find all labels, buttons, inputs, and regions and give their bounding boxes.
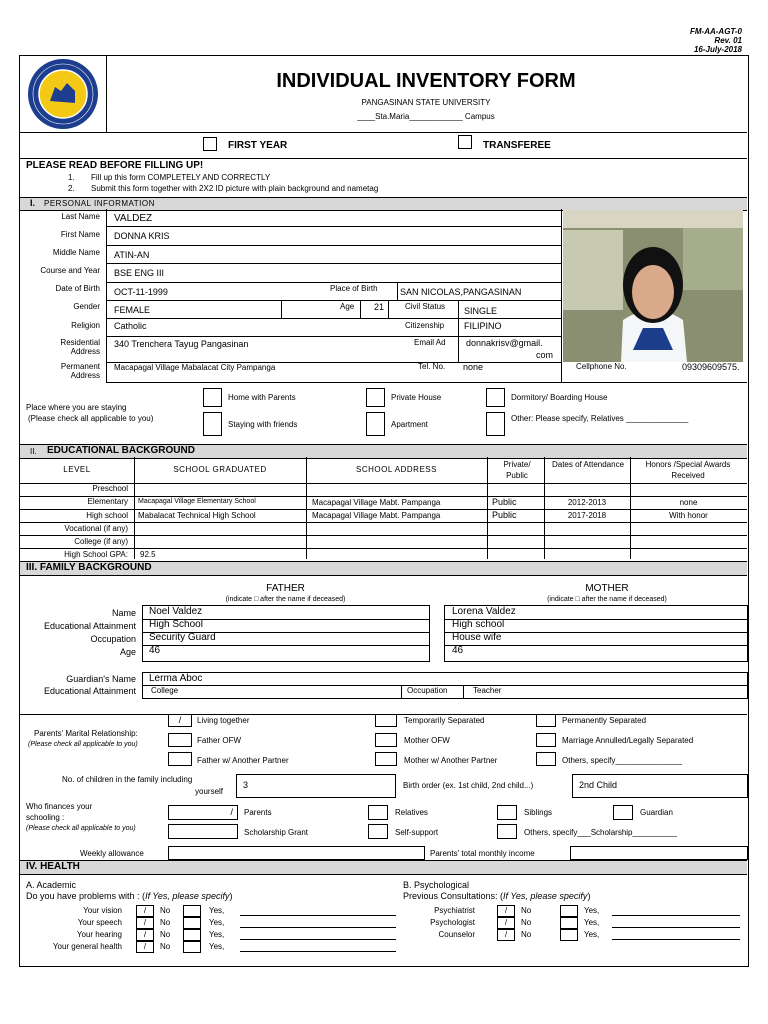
parents-check-mark: / (230, 807, 233, 817)
form-code-block (690, 27, 742, 54)
academic-no-label: No (160, 918, 171, 927)
academic-no-checkbox[interactable]: / (136, 929, 154, 941)
section-num: I. (30, 198, 36, 208)
edu-dates[interactable]: 2012-2013 (567, 498, 607, 507)
siblings-label: Siblings (524, 808, 553, 817)
mpartner-checkbox[interactable] (375, 752, 397, 766)
psych-item-label: Psychologist (430, 918, 475, 927)
academic-yes-checkbox[interactable] (183, 941, 201, 953)
relatives-checkbox[interactable] (368, 805, 388, 820)
section-title: EDUCATIONAL BACKGROUND (47, 445, 195, 456)
grid-vline (561, 209, 562, 382)
mofw-label: Mother OFW (404, 736, 450, 745)
grid-vline (281, 300, 282, 318)
value-religion[interactable]: Catholic (114, 321, 147, 331)
grid-vline (397, 282, 398, 300)
label-citizenship: Citizenship (405, 321, 445, 330)
staying-sublabel: (Please check all applicable to you) (28, 414, 154, 423)
grid-line (20, 509, 747, 510)
label-religion: Religion (71, 321, 100, 330)
value-dob[interactable]: OCT-11-1999 (114, 287, 168, 297)
children-label-2: yourself (195, 787, 224, 796)
psych-no-checkbox[interactable]: / (497, 905, 515, 917)
grid-vline (388, 300, 389, 318)
psych-no-label: No (521, 906, 532, 915)
fofw-checkbox[interactable] (168, 733, 192, 747)
psych-no-label: No (521, 930, 532, 939)
label-age: Age (340, 302, 355, 311)
edu-honors[interactable]: none (679, 498, 698, 507)
academic-specify-line[interactable] (240, 939, 396, 940)
fofw-label: Father OFW (197, 736, 242, 745)
grid-line (20, 535, 747, 536)
mofw-checkbox[interactable] (375, 733, 397, 747)
academic-specify-line[interactable] (240, 927, 396, 928)
temp-checkbox[interactable] (375, 714, 397, 727)
finances-sublabel: (Please check all applicable to you) (26, 825, 136, 832)
transferee-checkbox[interactable] (458, 135, 472, 149)
edu-level: Elementary (87, 497, 128, 506)
psych-specify-line[interactable] (612, 915, 740, 916)
psych-yes-label: Yes, (584, 906, 600, 915)
label-dob: Date of Birth (55, 284, 100, 293)
psych-specify-line[interactable] (612, 927, 740, 928)
id-photo-image (563, 210, 743, 362)
first-year-label: FIRST YEAR (228, 140, 288, 151)
edu-dates[interactable]: 2017-2018 (567, 511, 607, 520)
edu-level: College (if any) (74, 537, 128, 546)
label-email: Email Ad (414, 338, 446, 347)
instruction-num-2: 2. (68, 184, 75, 193)
psych-yes-checkbox[interactable] (560, 929, 578, 941)
marital-sublabel: (Please check all applicable to you) (28, 741, 138, 748)
grid-line (445, 645, 747, 646)
edu-address[interactable]: Macapagal Village Mabt. Pampanga (312, 511, 441, 520)
grid-line (20, 548, 747, 549)
fpartner-checkbox[interactable] (168, 752, 192, 766)
label-edu: Educational Attainment (43, 621, 136, 631)
psych-item-label: Counselor (438, 930, 475, 939)
grid-line (143, 645, 429, 646)
academic-no-checkbox[interactable]: / (136, 941, 154, 953)
annulled-checkbox[interactable] (536, 733, 556, 747)
academic-yes-label: Yes, (209, 918, 225, 927)
edu-col-dates (544, 457, 631, 559)
friends-checkbox[interactable] (203, 412, 222, 436)
value-course[interactable]: BSE ENG III (114, 268, 165, 278)
private-checkbox[interactable] (366, 388, 385, 407)
academic-no-label: No (160, 906, 171, 915)
mother-heading: MOTHER (585, 583, 629, 594)
psych-item-label: Psychiatrist (434, 906, 475, 915)
grid-vline (458, 300, 459, 362)
finances-label: Who finances your (26, 802, 93, 811)
psych-yes-label: Yes, (584, 930, 600, 939)
academic-q-pre: Do you have problems with : ( (26, 891, 146, 901)
relatives-label: Relatives (395, 808, 428, 817)
father-name[interactable]: Noel Valdez (149, 606, 203, 617)
label-course: Course and Year (40, 266, 100, 275)
mother-edu[interactable]: High school (452, 619, 505, 630)
academic-yes-label: Yes, (209, 930, 225, 939)
label-tel: Tel. No. (418, 362, 446, 371)
psych-no-checkbox[interactable]: / (497, 929, 515, 941)
transferee-label: TRANSFEREE (483, 140, 551, 151)
mother-age[interactable]: 46 (452, 645, 464, 656)
academic-no-checkbox[interactable]: / (136, 905, 154, 917)
guardian-edu-label: Educational Attainment (43, 686, 136, 696)
grid-line (106, 382, 747, 383)
annulled-label: Marriage Annulled/Legally Separated (562, 736, 694, 745)
section-family-header (20, 561, 747, 576)
university-seal-icon (23, 57, 103, 131)
edu-head-honors: Honors /Special Awards Received (645, 460, 731, 480)
instruction-1: Fill up this form COMPLETELY AND CORRECTLY (91, 173, 271, 182)
academic-item-label: Your hearing (76, 930, 122, 939)
academic-yes-label: Yes, (209, 906, 225, 915)
mpartner-label: Mother w/ Another Partner (404, 756, 498, 765)
value-citizenship[interactable]: FILIPINO (464, 321, 502, 331)
psych-heading: B. Psychological (403, 880, 470, 890)
others-fin-checkbox[interactable] (497, 824, 517, 839)
father-age[interactable]: 46 (149, 645, 161, 656)
father-occ[interactable]: Security Guard (149, 632, 216, 643)
academic-item-label: Your speech (77, 918, 122, 927)
children-label: No. of children in the family including (62, 775, 193, 784)
academic-question (26, 891, 232, 901)
university-name: PANGASINAN STATE UNIVERSITY (361, 98, 491, 107)
private-label: Private House (391, 393, 442, 402)
edu-level: High school (86, 511, 128, 520)
father-heading: FATHER (266, 583, 305, 594)
value-tel[interactable]: none (463, 362, 484, 372)
friends-label: Staying with friends (228, 420, 298, 429)
edu-head-dates: Dates of Attendance (551, 460, 625, 469)
staying-label: Place where you are staying (26, 403, 127, 412)
label-name: Name (111, 608, 136, 618)
grid-line (106, 300, 561, 301)
edu-type[interactable]: Public (492, 510, 517, 520)
label-pob: Place of Birth (330, 284, 378, 293)
income-field[interactable] (570, 846, 748, 860)
education-table (20, 457, 747, 560)
label-first-name: First Name (60, 230, 100, 239)
guardian-name[interactable]: Lerma Aboc (149, 673, 203, 684)
academic-no-checkbox[interactable]: / (136, 917, 154, 929)
grid-vline (401, 685, 402, 698)
label-middle-name: Middle Name (52, 248, 100, 257)
value-middle-name[interactable]: ATIN-AN (114, 250, 150, 260)
guardian-fin-label: Guardian (640, 808, 673, 817)
scholarship-label: Scholarship Grant (244, 828, 309, 837)
value-email-1[interactable]: donnakrisv@gmail. (466, 338, 543, 348)
father-box (142, 605, 430, 662)
grid-vline (106, 209, 107, 382)
mother-occ[interactable]: House wife (452, 632, 502, 643)
children-box[interactable] (236, 774, 396, 798)
value-gender[interactable]: FEMALE (114, 305, 151, 315)
grid-line (20, 522, 747, 523)
birth-order-box[interactable] (572, 774, 748, 798)
academic-yes-checkbox[interactable] (183, 917, 201, 929)
edu-level: Preschool (92, 484, 128, 493)
instructions-title: PLEASE READ BEFORE FILLING UP! (26, 160, 204, 171)
birth-order-label: Birth order (ex. 1st child, 2nd child...) (403, 781, 534, 790)
label-cell: Cellphone No. (576, 362, 627, 371)
finances-label-2: schooling : (26, 813, 65, 822)
grid-line (106, 318, 561, 319)
mother-name[interactable]: Lorena Valdez (452, 606, 516, 617)
father-note: (indicate □ after the name if deceased) (225, 596, 346, 603)
academic-specify-line[interactable] (240, 951, 396, 952)
allowance-field[interactable] (168, 846, 425, 860)
guardian-occ[interactable]: Teacher (473, 686, 502, 695)
form-rev: Rev. 01 (714, 36, 742, 45)
psych-q-it: If Yes, please specify (503, 891, 588, 901)
home-checkbox[interactable] (203, 388, 222, 407)
edu-address[interactable]: Macapagal Village Mabt. Pampanga (312, 498, 441, 507)
id-photo (563, 210, 743, 362)
temp-label: Temporarily Separated (404, 716, 485, 725)
other-label: Other: Please specify, Relatives ______________ (511, 414, 689, 423)
form-title: INDIVIDUAL INVENTORY FORM (276, 70, 576, 92)
edu-head-type: Private/ Public (503, 460, 531, 480)
grid-vline (360, 300, 361, 318)
value-pob[interactable]: SAN NICOLAS,PANGASINAN (400, 287, 522, 297)
psych-yes-label: Yes, (584, 918, 600, 927)
grid-line (106, 226, 561, 227)
apartment-checkbox[interactable] (366, 412, 385, 436)
value-first-name[interactable]: DONNA KRIS (114, 231, 170, 241)
other-checkbox[interactable] (486, 412, 505, 436)
guardian-occ-label: Occupation (407, 686, 448, 695)
academic-item-label: Your vision (83, 906, 122, 915)
academic-specify-line[interactable] (240, 915, 396, 916)
first-year-checkbox[interactable] (203, 137, 217, 151)
edu-school[interactable]: Macapagal Village Elementary School (138, 498, 256, 505)
academic-q-it: If Yes, please specify (145, 891, 230, 901)
edu-head-level: LEVEL (63, 465, 91, 474)
others-checkbox[interactable] (536, 752, 556, 766)
income-label: Parents' total monthly income (430, 849, 535, 858)
mother-box (444, 605, 748, 662)
grid-line (106, 245, 561, 246)
label-residential: Residential Address (60, 338, 100, 356)
label-civil: Civil Status (405, 302, 446, 311)
section-personal-header (20, 197, 747, 211)
value-age[interactable]: 21 (374, 302, 385, 312)
living-label: Living together (197, 716, 250, 725)
perm-label: Permanently Separated (562, 716, 647, 725)
psych-no-label: No (521, 918, 532, 927)
academic-no-label: No (160, 942, 171, 951)
fpartner-label: Father w/ Another Partner (197, 756, 289, 765)
scholarship-checkbox[interactable] (168, 824, 238, 839)
guardian-edu[interactable]: College (151, 686, 179, 695)
academic-yes-checkbox[interactable] (183, 929, 201, 941)
dorm-checkbox[interactable] (486, 388, 505, 407)
section-health-header (20, 860, 747, 875)
label-occ: Occupation (90, 634, 136, 644)
psych-question (403, 891, 590, 901)
others-fin-label: Others, specify___Scholarship__________ (524, 828, 677, 837)
home-label: Home with Parents (228, 393, 296, 402)
grid-line (106, 336, 561, 337)
academic-yes-checkbox[interactable] (183, 905, 201, 917)
logo-box (20, 56, 107, 133)
instruction-2: Submit this form together with 2X2 ID picture with plain background and nametag (91, 184, 379, 193)
academic-item-label: Your general health (52, 942, 122, 951)
psych-yes-checkbox[interactable] (560, 905, 578, 917)
form-date: 16-July-2018 (693, 45, 742, 54)
section-title: III. FAMILY BACKGROUND (26, 562, 152, 573)
label-age: Age (119, 647, 136, 657)
guardian-fin-checkbox[interactable] (613, 805, 633, 820)
psych-q-post: ) (587, 891, 591, 901)
academic-no-label: No (160, 930, 171, 939)
value-civil[interactable]: SINGLE (464, 306, 498, 316)
edu-head-school: SCHOOL GRADUATED (173, 465, 267, 474)
others-label: Others, specify_______________ (562, 756, 683, 765)
dorm-label: Dormitory/ Boarding House (511, 393, 608, 402)
academic-heading: A. Academic (26, 880, 77, 890)
academic-q-post: ) (229, 891, 233, 901)
birth-order-value[interactable]: 2nd Child (579, 780, 618, 790)
value-permanent[interactable]: Macapagal Village Mabalacat City Pampanga (114, 363, 276, 372)
grid-line (106, 282, 561, 283)
section-title: IV. HEALTH (26, 861, 80, 872)
allowance-label: Weekly allowance (80, 849, 144, 858)
edu-honors[interactable]: With honor (669, 511, 708, 520)
marital-label: Parents' Marital Relationship: (34, 729, 138, 738)
guardian-box (142, 672, 748, 699)
psych-yes-checkbox[interactable] (560, 917, 578, 929)
psych-q-pre: Previous Consultations: ( (403, 891, 504, 901)
father-edu[interactable]: High School (149, 619, 203, 630)
perm-checkbox[interactable] (536, 714, 556, 727)
grid-line (106, 263, 561, 264)
instruction-num-1: 1. (68, 173, 75, 182)
living-checkbox[interactable]: / (168, 714, 192, 727)
edu-level: Vocational (if any) (64, 524, 128, 533)
self-checkbox[interactable] (368, 824, 388, 839)
parents-checkbox[interactable] (168, 805, 238, 820)
campus-line: ____Sta.Maria____________ Campus (357, 112, 495, 121)
children-value[interactable]: 3 (243, 780, 249, 790)
section-title: PERSONAL INFORMATION (44, 199, 155, 208)
guardian-name-label: Guardian's Name (66, 674, 136, 684)
value-cell[interactable]: 09309609575. (682, 362, 740, 372)
edu-school[interactable]: Mabalacat Technical High School (138, 511, 256, 520)
gpa-value[interactable]: 92.5 (140, 550, 156, 559)
form-code: FM-AA-AGT-0 (690, 27, 742, 36)
gpa-label: High School GPA: (64, 550, 128, 559)
value-last-name[interactable]: VALDEZ (114, 213, 153, 224)
academic-yes-label: Yes, (209, 942, 225, 951)
grid-vline (463, 685, 464, 698)
value-email-2[interactable]: com (536, 350, 554, 360)
label-last-name: Last Name (61, 212, 100, 221)
siblings-checkbox[interactable] (497, 805, 517, 820)
edu-type[interactable]: Public (492, 497, 517, 507)
divider (20, 158, 747, 159)
label-permanent: Permanent Address (60, 362, 100, 380)
psych-no-checkbox[interactable]: / (497, 917, 515, 929)
mother-note: (indicate □ after the name if deceased) (547, 596, 667, 603)
value-residential[interactable]: 340 Trenchera Tayug Pangasinan (114, 339, 249, 349)
self-label: Self-support (395, 828, 439, 837)
header-divider (106, 132, 747, 133)
parents-label: Parents (244, 808, 272, 817)
psych-specify-line[interactable] (612, 939, 740, 940)
edu-head-address: SCHOOL ADDRESS (356, 465, 437, 474)
grid-line (20, 496, 747, 497)
label-gender: Gender (73, 302, 100, 311)
section-num: II. (30, 447, 37, 456)
apartment-label: Apartment (391, 420, 428, 429)
